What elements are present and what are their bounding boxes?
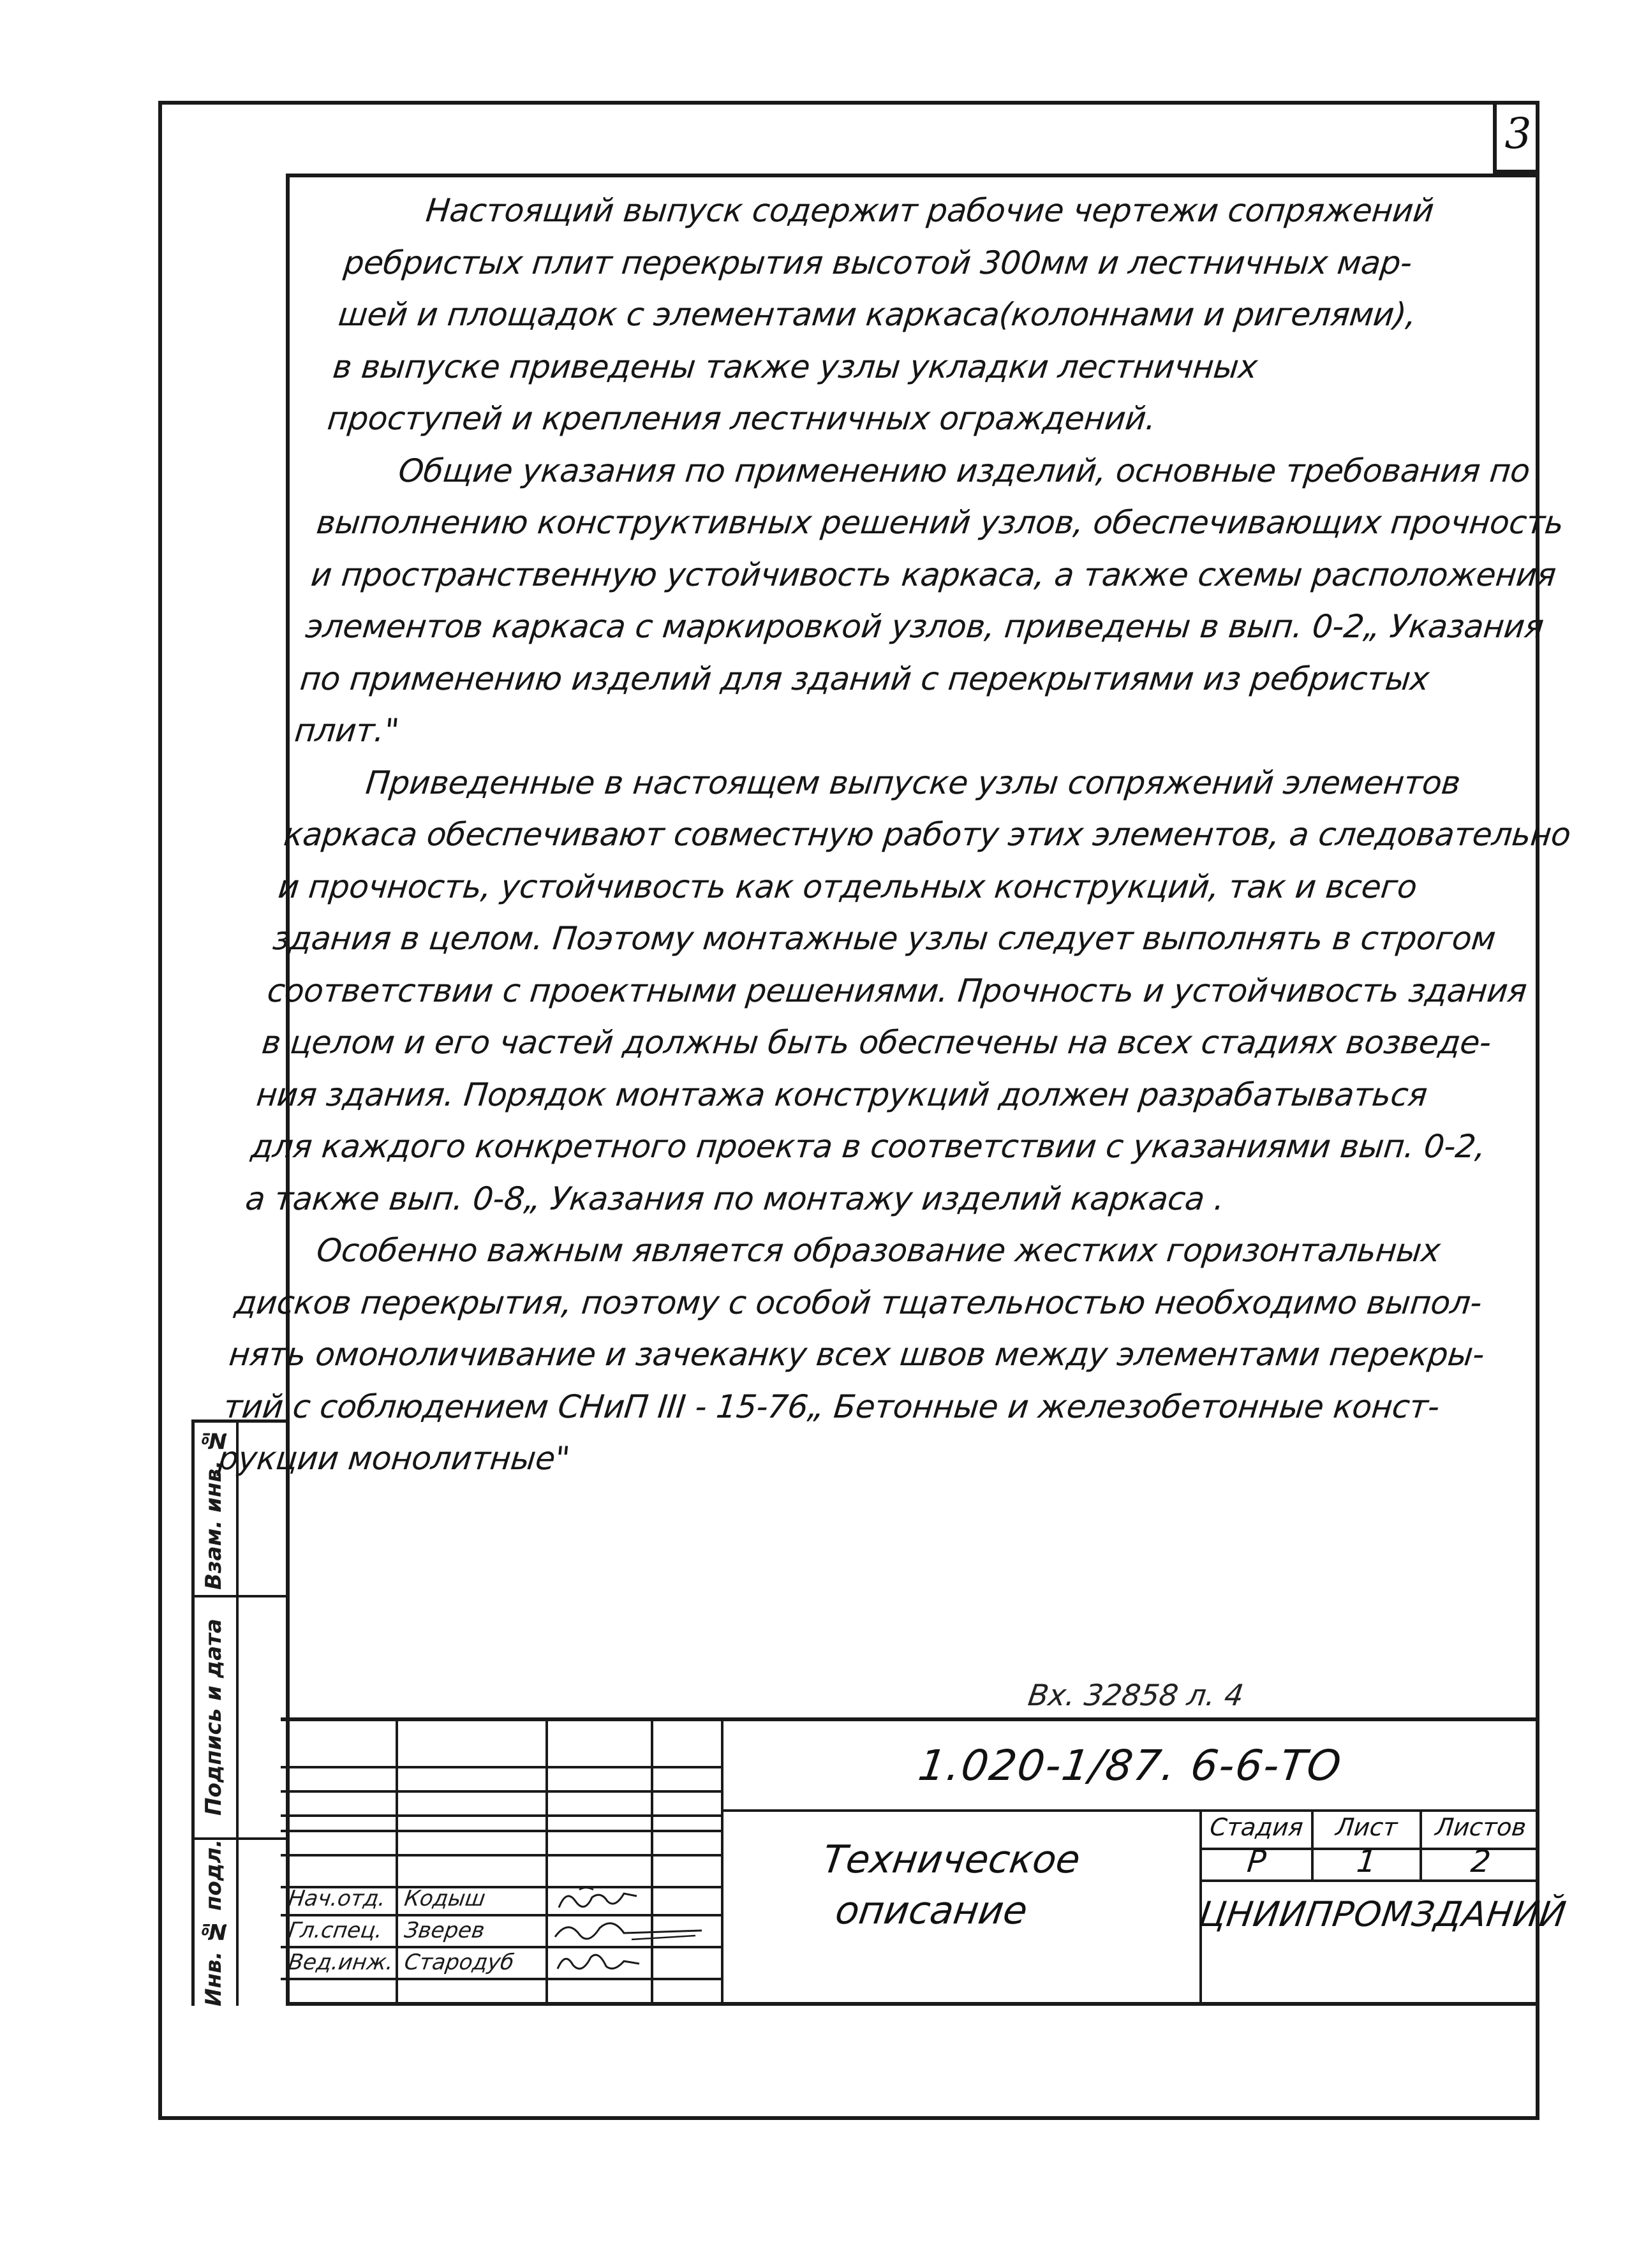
organization-name: ЦНИИПРОМЗДАНИЙ — [1196, 1894, 1569, 1934]
text-line: элементов каркаса с маркировкой узлов, приведены в вып. 0-2„ Указания — [304, 608, 1546, 645]
text-line: в целом и его частей должны быть обеспечены на всех стадиях возведе- — [260, 1024, 1493, 1061]
text-line: соответствии с проектными решениями. Прочность и устойчивость здания — [265, 972, 1529, 1009]
signature-icon — [549, 1914, 708, 1948]
grid-line — [281, 1814, 721, 1817]
text-line: выполнению конструктивных решений узлов, обеспечивающих прочность — [315, 504, 1566, 541]
sheet-number: 3 — [1493, 101, 1539, 174]
paragraph — [216, 1225, 1487, 1485]
sheets-value: 2 — [1469, 1844, 1493, 1879]
document-code: 1.020-1/87. 6-6-ТО — [915, 1741, 1346, 1790]
replacement-inventory-label: Взам. инв. № — [201, 1427, 226, 1590]
text-line: здания в целом. Поэтому монтажные узлы следует выполнять в строгом — [271, 920, 1497, 957]
body-text — [216, 185, 1573, 1485]
text-line: и прочность, устойчивость как отдельных конструкций, так и всего — [276, 868, 1419, 905]
text-line: а также вып. 0-8„ Указания по монтажу изделий каркаса . — [243, 1180, 1226, 1217]
grid-line — [545, 1717, 548, 2006]
sheets-header: Листов — [1434, 1813, 1528, 1841]
text-line: ребристых плит перекрытия высотой 300мм и лестничных мар- — [342, 244, 1414, 281]
document-title-line2: описание — [833, 1888, 1030, 1933]
text-line: и пространственную устойчивость каркаса, а также схемы расположения — [309, 556, 1558, 593]
text-line: по применению изделий для зданий с перекрытиями из ребристых — [298, 660, 1431, 697]
text-line: нять омоноличивание и зачеканку всех швов между элементами перекры- — [227, 1336, 1487, 1373]
role-label: Вед.инж. — [286, 1950, 396, 1975]
paragraph — [292, 445, 1566, 757]
text-line: тий с соблюдением СНиП III - 15-76„ Бетонные и железобетонные конст- — [221, 1388, 1441, 1425]
text-line: проступей и крепления лестничных ограждений. — [325, 400, 1158, 437]
paragraph — [325, 185, 1507, 445]
grid-line — [281, 1854, 721, 1857]
text-line: каркаса обеспечивают совместную работу этих элементов, а следовательно — [281, 816, 1573, 853]
side-strip-divider — [236, 1419, 239, 2006]
sheet-value: 1 — [1354, 1844, 1379, 1879]
paragraph — [243, 757, 1573, 1226]
signature-icon — [554, 1882, 643, 1915]
grid-line — [396, 1717, 398, 2006]
text-line: шей и площадок с элементами каркаса(колоннами и ригелями), — [336, 296, 1418, 333]
text-line: плит." — [293, 712, 401, 749]
grid-line — [281, 1790, 721, 1793]
text-line: дисков перекрытия, поэтому с особой тщательностью необходимо выпол- — [232, 1284, 1484, 1321]
grid-line — [281, 1766, 721, 1768]
text-line: Особенно важным является образование жестких горизонтальных — [315, 1232, 1442, 1269]
grid-line — [651, 1717, 653, 2006]
text-line: ния здания. Порядок монтажа конструкций должен разрабатываться — [255, 1076, 1429, 1113]
grid-line — [281, 1830, 721, 1832]
role-label: Нач.отд. — [286, 1886, 388, 1911]
signatory-name: Стародуб — [403, 1950, 516, 1975]
stage-header: Стадия — [1208, 1813, 1305, 1841]
grid-line — [281, 1978, 721, 1980]
text-line: Настоящий выпуск содержит рабочие чертежи сопряжений — [424, 192, 1435, 229]
signature-icon — [554, 1947, 643, 1978]
original-inventory-label: Инв. № подл. — [201, 1839, 226, 2007]
role-label: Гл.спец. — [286, 1918, 385, 1943]
signature-date-label: Подпись и дата — [201, 1619, 226, 1816]
signatory-name: Зверев — [403, 1918, 487, 1943]
document-title-line1: Техническое — [820, 1837, 1083, 1882]
signatory-name: Кодыш — [403, 1886, 487, 1911]
grid-line — [721, 1809, 1539, 1812]
text-line: в выпуске приведены также узлы укладки лестничных — [331, 348, 1259, 385]
stage-value: Р — [1245, 1844, 1268, 1879]
text-line: Общие указания по применению изделий, основные требования по — [396, 452, 1532, 489]
text-line: рукции монолитные" — [216, 1440, 572, 1477]
text-line: Приведенные в настоящем выпуске узлы сопряжений элементов — [364, 764, 1462, 801]
registration-number: Вх. 32858 л. 4 — [1026, 1678, 1246, 1712]
sheet-header: Лист — [1334, 1813, 1399, 1841]
text-line: для каждого конкретного проекта в соответствии с указаниями вып. 0-2, — [249, 1128, 1488, 1165]
